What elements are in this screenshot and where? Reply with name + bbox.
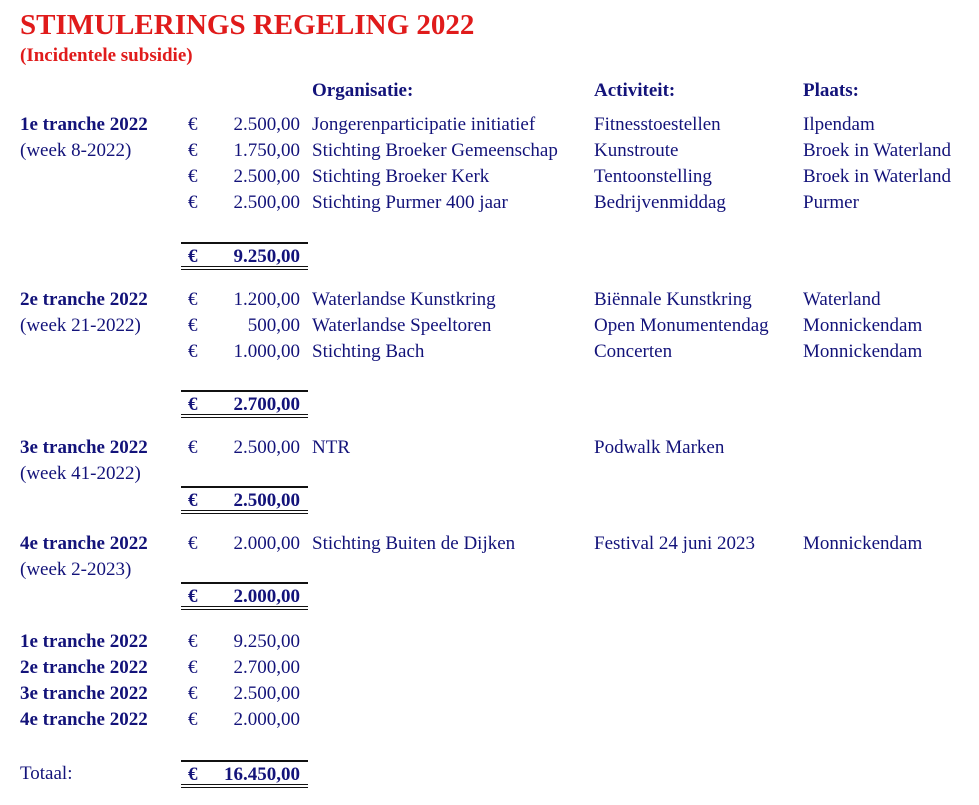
euro-sign: €: [188, 114, 198, 135]
activiteit: Biënnale Kunstkring: [594, 289, 752, 310]
amount: 1.200,00: [233, 289, 300, 310]
subtotal: [181, 486, 308, 514]
plaats: Monnickendam: [803, 533, 923, 554]
organisatie: Stichting Buiten de Dijken: [312, 533, 516, 554]
summary-amount: 2.000,00: [233, 709, 300, 730]
tranche-week: (week 41-2022): [20, 463, 141, 484]
tranche-label: 3e tranche 2022: [20, 437, 148, 458]
grand-total: [181, 760, 308, 788]
euro-sign: €: [188, 394, 198, 415]
activiteit: Tentoonstelling: [594, 166, 712, 187]
summary-label: 1e tranche 2022: [20, 631, 148, 652]
activiteit: Open Monumentendag: [594, 315, 769, 336]
activiteit: Bedrijvenmiddag: [594, 192, 726, 213]
euro-sign: €: [188, 490, 198, 511]
amount: 500,00: [247, 315, 300, 336]
tranche-label: 4e tranche 2022: [20, 533, 148, 554]
subtotal: [181, 390, 308, 418]
tranche-label: 2e tranche 2022: [20, 289, 148, 310]
organisatie: NTR: [312, 437, 350, 458]
euro-sign: €: [188, 437, 198, 458]
amount: 1.750,00: [233, 140, 300, 161]
euro-sign: €: [188, 166, 198, 187]
plaats: Purmer: [803, 192, 859, 213]
plaats: Broek in Waterland: [803, 166, 951, 187]
activiteit: Festival 24 juni 2023: [594, 533, 755, 554]
activiteit: Concerten: [594, 341, 673, 362]
summary-label: 3e tranche 2022: [20, 683, 148, 704]
subtotal-amount: 2.500,00: [233, 490, 300, 511]
tranche-week: (week 8-2022): [20, 140, 132, 161]
tranche-week: (week 21-2022): [20, 315, 141, 336]
organisatie: Stichting Broeker Gemeenschap: [312, 140, 558, 161]
plaats: Ilpendam: [803, 114, 875, 135]
activiteit: Podwalk Marken: [594, 437, 725, 458]
euro-sign: €: [188, 709, 198, 730]
activiteit: Kunstroute: [594, 140, 679, 161]
euro-sign: €: [188, 341, 198, 362]
organisatie: Waterlandse Kunstkring: [312, 289, 496, 310]
summary-amount: 9.250,00: [233, 631, 300, 652]
summary-label: 2e tranche 2022: [20, 657, 148, 678]
organisatie: Waterlandse Speeltoren: [312, 315, 492, 336]
total-label: Totaal:: [20, 763, 73, 784]
header-activiteit: Activiteit:: [594, 80, 676, 101]
euro-sign: €: [188, 657, 198, 678]
euro-sign: €: [188, 764, 198, 785]
euro-sign: €: [188, 289, 198, 310]
plaats: Broek in Waterland: [803, 140, 951, 161]
tranche-label: 1e tranche 2022: [20, 114, 148, 135]
subtotal-amount: 2.700,00: [233, 394, 300, 415]
plaats: Monnickendam: [803, 315, 923, 336]
organisatie: Stichting Broeker Kerk: [312, 166, 490, 187]
euro-sign: €: [188, 586, 198, 607]
euro-sign: €: [188, 631, 198, 652]
page-subtitle: (Incidentele subsidie): [20, 45, 193, 66]
amount: 2.500,00: [233, 192, 300, 213]
subtotal-amount: 9.250,00: [233, 246, 300, 267]
organisatie: Stichting Purmer 400 jaar: [312, 192, 508, 213]
amount: 2.500,00: [233, 114, 300, 135]
total-amount: 16.450,00: [224, 764, 300, 785]
amount: 2.000,00: [233, 533, 300, 554]
euro-sign: €: [188, 140, 198, 161]
organisatie: Stichting Bach: [312, 341, 425, 362]
amount: 2.500,00: [233, 166, 300, 187]
subtotal-amount: 2.000,00: [233, 586, 300, 607]
summary-amount: 2.500,00: [233, 683, 300, 704]
organisatie: Jongerenparticipatie initiatief: [312, 114, 536, 135]
subtotal: [181, 582, 308, 610]
euro-sign: €: [188, 533, 198, 554]
plaats: Monnickendam: [803, 341, 923, 362]
euro-sign: €: [188, 192, 198, 213]
header-organisatie: Organisatie:: [312, 80, 414, 101]
summary-amount: 2.700,00: [233, 657, 300, 678]
tranche-week: (week 2-2023): [20, 559, 132, 580]
header-plaats: Plaats:: [803, 80, 859, 101]
euro-sign: €: [188, 246, 198, 267]
euro-sign: €: [188, 315, 198, 336]
activiteit: Fitnesstoestellen: [594, 114, 721, 135]
summary-label: 4e tranche 2022: [20, 709, 148, 730]
plaats: Waterland: [803, 289, 881, 310]
amount: 1.000,00: [233, 341, 300, 362]
subtotal: [181, 242, 308, 270]
page-title: STIMULERINGS REGELING 2022: [20, 9, 475, 41]
euro-sign: €: [188, 683, 198, 704]
amount: 2.500,00: [233, 437, 300, 458]
